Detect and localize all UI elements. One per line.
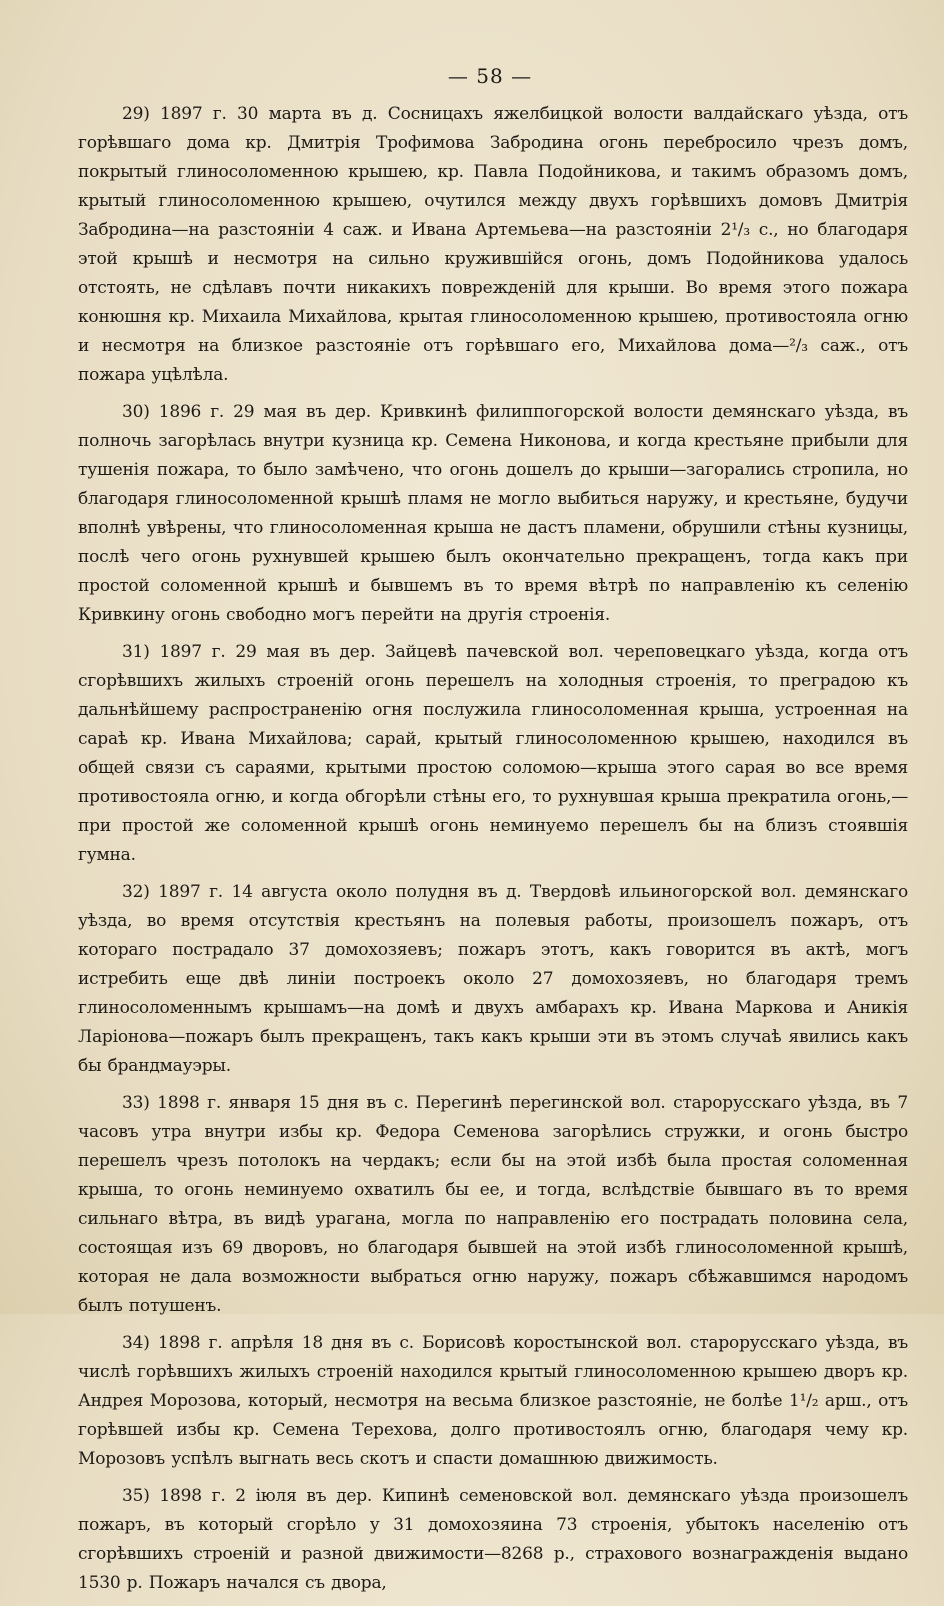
paragraph-31: 31) 1897 г. 29 мая въ дер. Зайцевѣ пачевской вол. череповецкаго уѣзда, когда отъ сгорѣвшихъ жилыхъ строеній огонь перешелъ на холодныя строенія, то преградою къ дальнѣйшему распространенію огня послужила глиносоломенная крыша, устроенная на сараѣ кр. Ивана Михайлова; сарай, крытый глиносоломенною крышею, находился въ общей связи съ сараями, крытыми простою соломою—крыша этого сарая во все время противостояла огню, и когда обгорѣли стѣны его, то рухнувшая крыша прекратила огонь,—при простой же соломенной крышѣ огонь неминуемо перешелъ бы на близъ стоявшія гумна. [78,642,908,865]
paragraph-34: 34) 1898 г. апрѣля 18 дня въ с. Борисовѣ коростынской вол. старорусскаго уѣзда, въ числѣ горѣвшихъ жилыхъ строеній находился крытый глиносоломенною крышею дворъ кр. Андрея Морозова, который, несмотря на весьма близкое разстояніе, не болѣе 1¹/₂ арш., отъ горѣвшей избы кр. Семена Терехова, долго противостоялъ огню, благодаря чему кр. Морозовъ успѣлъ выгнать весь скотъ и спасти домашнюю движимость. [78,1333,908,1469]
paragraph-32: 32) 1897 г. 14 августа около полудня въ д. Твердовѣ ильиногорской вол. демянскаго уѣзда, во время отсутствія крестьянъ на полевыя работы, произошелъ пожаръ, отъ котораго пострадало 37 домохозяевъ; пожаръ этотъ, какъ говорится въ актѣ, могъ истребить еще двѣ линіи построекъ около 27 домохозяевъ, но благодаря тремъ глиносоломеннымъ крышамъ—на домѣ и двухъ амбарахъ кр. Ивана Маркова и Аникія Ларіонова—пожаръ былъ прекращенъ, такъ какъ крыши эти въ этомъ случаѣ явились какъ бы брандмауэры. [78,882,908,1076]
paragraph-30: 30) 1896 г. 29 мая въ дер. Кривкинѣ филиппогорской волости демянскаго уѣзда, въ полночь загорѣлась внутри кузница кр. Семена Никонова, и когда крестьяне прибыли для тушенія пожара, то было замѣчено, что огонь дошелъ до крыши—загорались стропила, но благодаря глиносоломенной крышѣ пламя не могло выбиться наружу, и крестьяне, будучи вполнѣ увѣрены, что глиносоломенная крыша не дастъ пламени, обрушили стѣны кузницы, послѣ чего огонь рухнувшей крышею былъ окончательно прекращенъ, тогда какъ при простой соломенной крышѣ и бывшемъ въ то время вѣтрѣ по направленію къ селенію Кривкину огонь свободно могъ перейти на другія строенія. [78,402,908,625]
paragraph-33: 33) 1898 г. января 15 дня въ с. Перегинѣ перегинской вол. старорусскаго уѣзда, въ 7 часовъ утра внутри избы кр. Федора Семенова загорѣлись стружки, и огонь быстро перешелъ чрезъ потолокъ на чердакъ; если бы на этой избѣ была простая соломенная крыша, то огонь неминуемо охватилъ бы ее, и тогда, вслѣдствіе бывшаго въ то время сильнаго вѣтра, въ видѣ урагана, могла по направленію его пострадать половина села, состоящая изъ 69 дворовъ, но благодаря бывшей на этой избѣ глиносоломенной крышѣ, которая не дала возможности выбраться огню наружу, пожаръ сбѣжавшимся народомъ былъ потушенъ. [78,1093,908,1316]
paragraph-35: 35) 1898 г. 2 іюля въ дер. Кипинѣ семеновской вол. демянскаго уѣзда произошелъ пожаръ, въ который сгорѣло у 31 домохозяина 73 строенія, убытокъ населенію отъ сгорѣвшихъ строеній и разной движимости—8268 р., страхового вознагражденія выдано 1530 р. Пожаръ начался съ двора, [78,1486,908,1593]
body-text [78,100,908,1606]
paragraph-29: 29) 1897 г. 30 марта въ д. Сосницахъ яжелбицкой волости валдайскаго уѣзда, отъ горѣвшаго дома кр. Дмитрія Трофимова Забродина огонь перебросило чрезъ домъ, покрытый глиносоломенною крышею, кр. Павла Подойникова, и такимъ образомъ домъ, крытый глиносоломенною крышею, очутился между двухъ горѣвшихъ домовъ Дмитрія Забродина—на разстояніи 4 саж. и Ивана Артемьева—на разстояніи 2¹/₃ с., но благодаря этой крышѣ и несмотря на сильно кружившійся огонь, домъ Подойникова удалось отстоять, не сдѣлавъ почти никакихъ поврежденій для крыши. Во время этого пожара конюшня кр. Михаила Михайлова, крытая глиносоломенною крышею, противостояла огню и несмотря на близкое разстояніе отъ горѣвшаго его, Михайлова дома—²/₃ саж., отъ пожара уцѣлѣла. [78,104,908,385]
page-number: — 58 — [447,64,533,88]
